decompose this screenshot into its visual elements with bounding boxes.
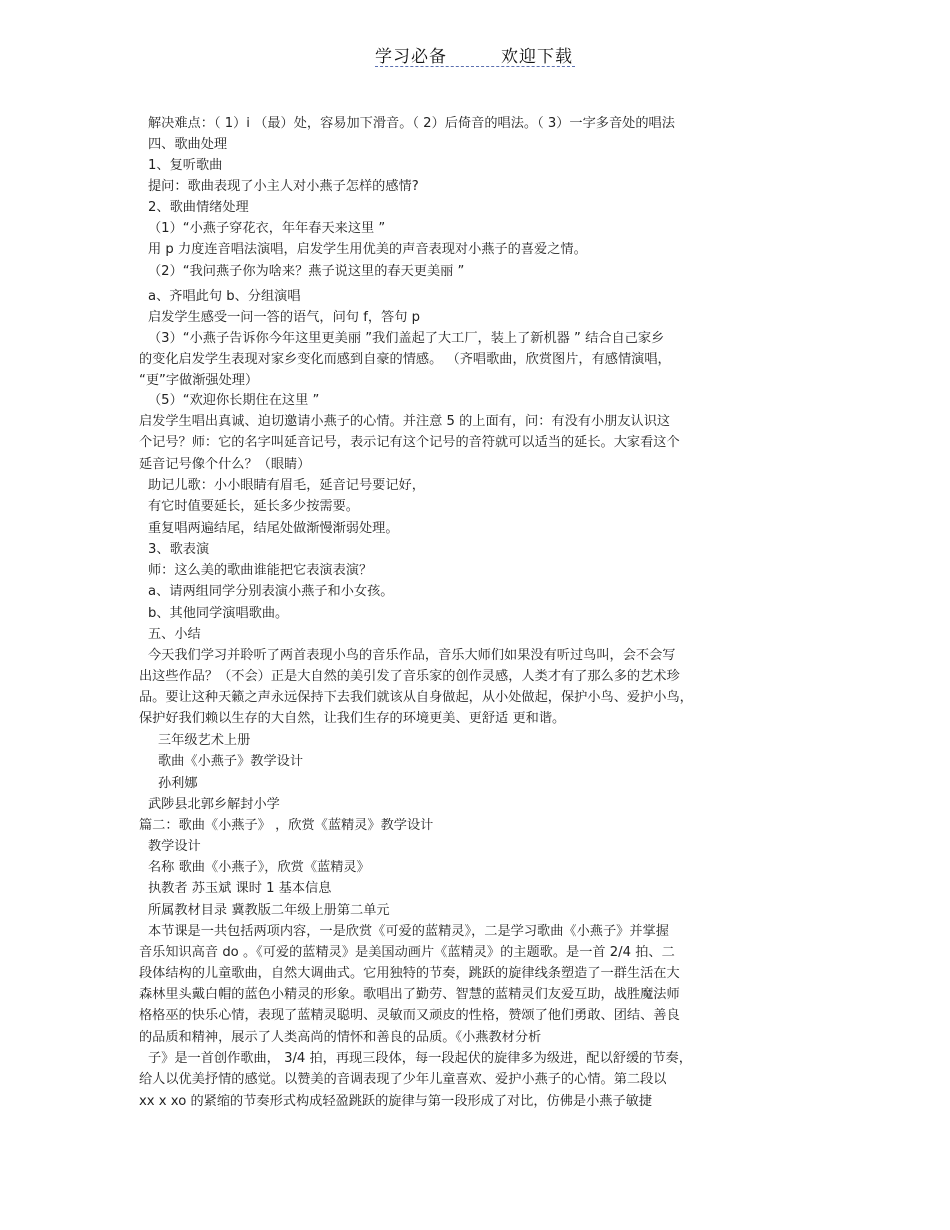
text-line: 武陟县北郭乡解封小学	[148, 797, 280, 812]
header-right-text: 欢迎下载	[501, 47, 573, 67]
text-line: 保护好我们赖以生存的大自然，让我们生存的环境更美、更舒适 更和谐。	[139, 711, 566, 726]
text-line: a、请两组同学分别表演小燕子和小女孩。	[148, 584, 394, 599]
section-heading: 五、小结	[148, 627, 201, 642]
text-line: 启发学生唱出真诚、迫切邀请小燕子的心情。并注意 5 的上面有，问：有没有小朋友认识这	[139, 414, 671, 429]
text-line: 用 p 力度连音唱法演唱，启发学生用优美的声音表现对小燕子的喜爱之情。	[148, 242, 587, 257]
text-line: 师：这么美的歌曲谁能把它表演表演？	[148, 563, 373, 578]
text-line: （2）“我问燕子你为啥来？燕子说这里的春天更美丽 ”	[148, 264, 465, 279]
article-heading: 篇二：歌曲《小燕子》 ，欣赏《蓝精灵》教学设计	[139, 818, 434, 833]
text-line: 格格巫的快乐心情，表现了蓝精灵聪明、灵敏而又顽皮的性格，赞颂了他们勇敢、团结、善良	[139, 1008, 680, 1023]
text-line: 给人以优美抒情的感觉。以赞美的音调表现了少年儿童喜欢、爱护小燕子的心情。第二段以	[139, 1072, 667, 1087]
text-line: 教学设计	[148, 839, 201, 854]
text-line: 解决难点：（ 1）i （最）处，容易加下滑音。（ 2）后倚音的唱法。（ 3）一字多音处的唱法	[148, 116, 675, 131]
text-line: 延音记号像个什么？（眼睛）	[139, 457, 311, 472]
text-line: 名称 歌曲《小燕子》，欣赏《蓝精灵》	[148, 860, 370, 875]
text-line: （5）“欢迎你长期住在这里 ”	[148, 393, 320, 408]
text-line: 启发学生感受一问一答的语气，问句 f，答句 p	[148, 310, 420, 325]
text-line: “更”字做渐强处理）	[139, 373, 259, 388]
text-line: 的变化启发学生表现对家乡变化而感到自豪的情感。 （齐唱歌曲，欣赏图片，有感情演唱，	[139, 352, 671, 367]
text-line: 助记儿歌：小小眼睛有眉毛，延音记号要记好，	[148, 478, 425, 493]
header-left-text: 学习必备	[375, 47, 447, 67]
text-line: 三年级艺术上册	[158, 733, 251, 748]
text-line: 段体结构的儿童歌曲，自然大调曲式。它用独特的节奏，跳跃的旋律线条塑造了一群生活在大	[139, 966, 680, 981]
text-line: 有它时值要延长，延长多少按需要。	[148, 499, 359, 514]
text-line: 重复唱两遍结尾，结尾处做渐慢渐弱处理。	[148, 521, 399, 536]
section-heading: 四、歌曲处理	[148, 137, 228, 152]
text-line: 歌曲《小燕子》教学设计	[158, 754, 304, 769]
text-line: 品。要让这种天籁之声永远保持下去我们就该从自身做起，从小处做起，保护小鸟、爱护小鸟，	[139, 690, 693, 705]
text-line: 本节课是一共包括两项内容，一是欣赏《可爱的蓝精灵》，二是学习歌曲《小燕子》并掌握	[148, 924, 669, 939]
text-line: 孙利娜	[158, 776, 198, 791]
subsection-heading: 2、歌曲情绪处理	[148, 200, 249, 215]
subsection-heading: 3、歌表演	[148, 542, 210, 557]
text-line: 的品质和精神，展示了人类高尚的情怀和善良的品质。《小燕教材分析	[139, 1030, 542, 1045]
subsection-heading: 1、复听歌曲	[148, 158, 223, 173]
text-line: 出这些作品？（不会）正是大自然的美引发了音乐家的创作灵感，人类才有了那么多的艺术珍	[139, 669, 680, 684]
text-line: 提问：歌曲表现了小主人对小燕子怎样的感情?	[148, 179, 419, 194]
text-line: 今天我们学习并聆听了两首表现小鸟的音乐作品，音乐大师们如果没有听过鸟叫，会不会写	[148, 648, 676, 663]
text-line: 个记号？师：它的名字叫延音记号，表示记有这个记号的音符就可以适当的延长。大家看这个	[139, 435, 680, 450]
text-line: （1）“小燕子穿花衣，年年春天来这里 ”	[148, 221, 386, 236]
text-line: 执教者 苏玉斌 课时 1 基本信息	[148, 881, 332, 896]
text-line: 音乐知识高音 do 。《可爱的蓝精灵》是美国动画片《蓝精灵》的主题歌。是一首 2/4 拍、二	[139, 945, 675, 960]
text-line: 子》是一首创作歌曲， 3/4 拍，再现三段体，每一段起伏的旋律多为级进，配以舒缓的节奏，	[148, 1051, 692, 1066]
text-line: b、其他同学演唱歌曲。	[148, 606, 289, 621]
text-line: （3）“小燕子告诉你今年这里更美丽 ”我们盖起了大工厂，装上了新机器 ” 结合自己家乡	[148, 331, 665, 346]
text-line: a、齐唱此句 b、分组演唱	[148, 289, 301, 304]
text-line: 森林里头戴白帽的蓝色小精灵的形象。歌唱出了勤劳、智慧的蓝精灵们友爱互助，战胜魔法师	[139, 987, 680, 1002]
text-line: xx x xo 的紧缩的节奏形式构成轻盈跳跃的旋律与第一段形成了对比，仿佛是小燕子敏捷	[139, 1094, 653, 1109]
text-line: 所属教材目录 冀教版二年级上册第二单元	[148, 903, 390, 918]
